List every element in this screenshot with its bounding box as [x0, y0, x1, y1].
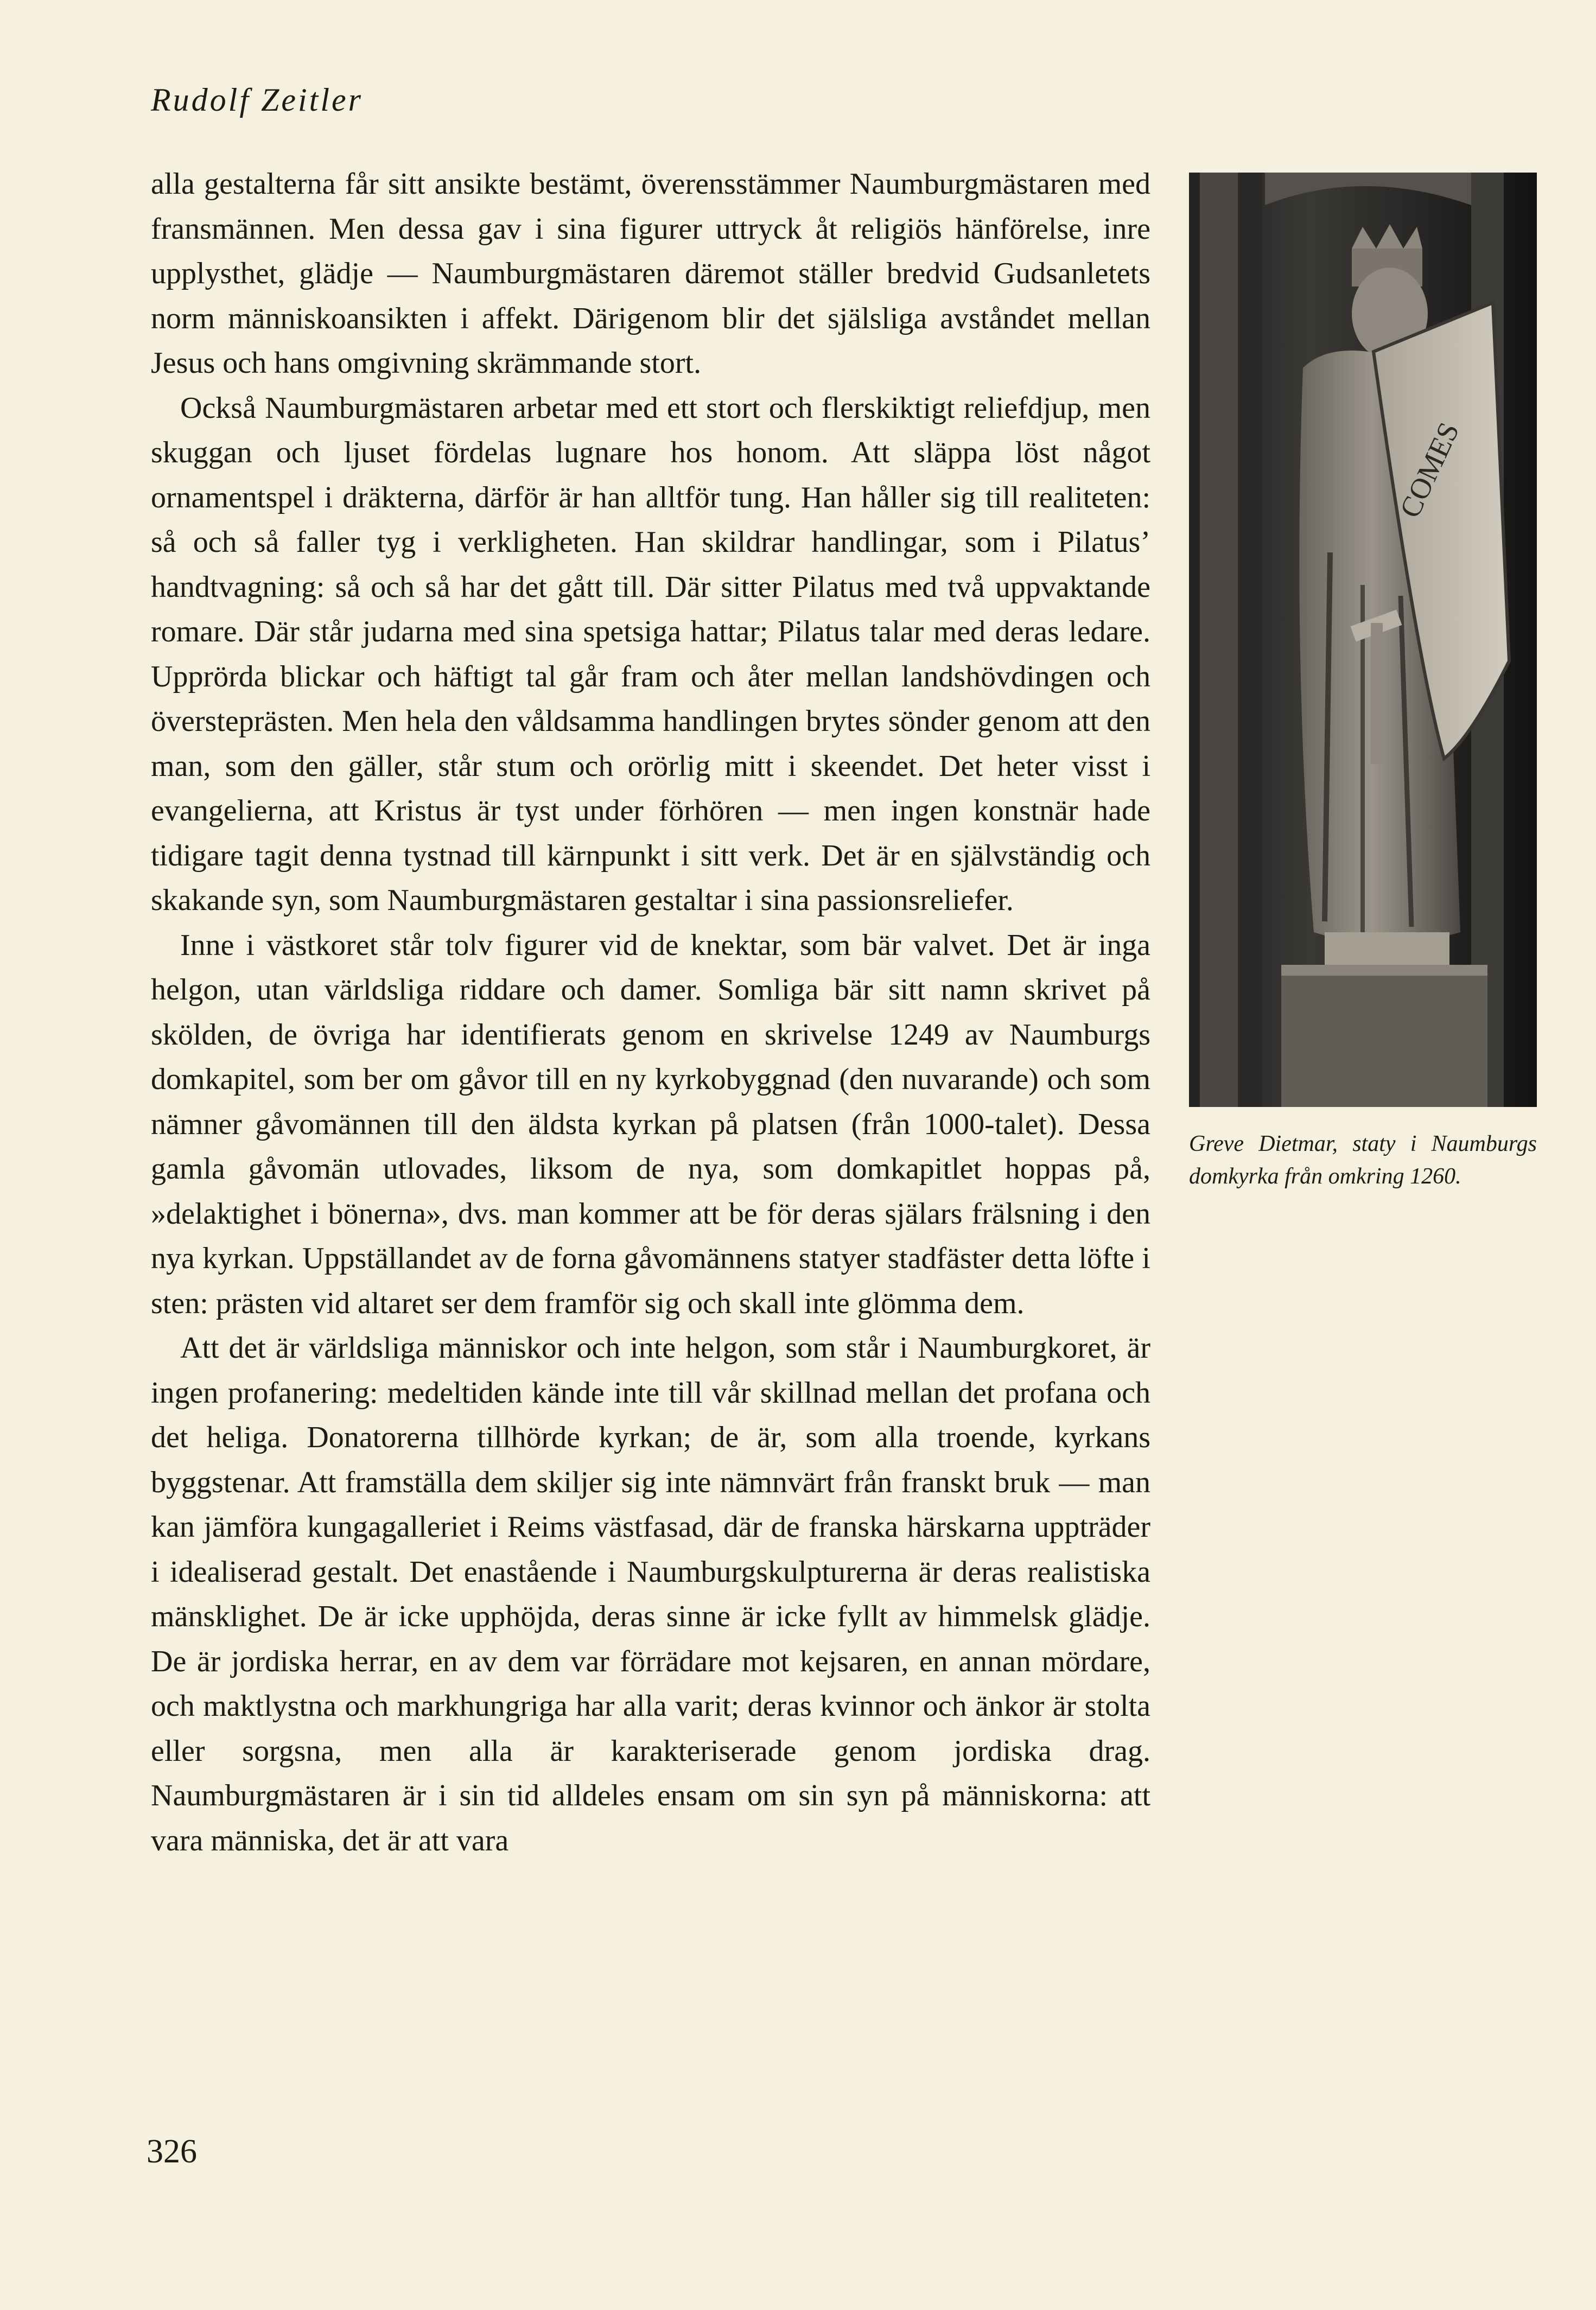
page-number: 326	[147, 2133, 197, 2170]
body-paragraph: Också Naumburgmästaren arbetar med ett stort och flerskiktigt reliefdjup, men skuggan och ljuset fördelas lugnare hos honom. Att släppa löst något ornamentspel i dräkterna, därför är han alltför tung. Han håller sig till realiteten: så och så faller tyg i verkligheten. Han skildrar handlingar, som i Pilatus’ handtvagning: så och så har det gått till. Där sitter Pilatus med två uppvaktande romare. Där står judarna med sina spetsiga hattar; Pilatus talar med deras ledare. Upprörda blickar och häftigt tal går fram och åter mellan landshövdingen och översteprästen. Men hela den våldsamma handlingen brytes sönder genom att den man, som den gäller, står stum och orörlig mitt i skeendet. Det heter visst i evangelierna, att Kristus är tyst under förhören — men ingen konstnär hade tidigare tagit denna tystnad till kärnpunkt i sitt verk. Det är en självständig och skakande syn, som Naumburgmästaren gestaltar i sina passionsreliefer.	[151, 391, 1150, 917]
body-paragraph: Att det är världsliga människor och inte helgon, som står i Naumburgkoret, är ingen profanering: medeltiden kände inte till vår skillnad mellan det profana och det heliga. Donatorerna tillhörde kyrkan; de är, som alla troende, kyrkans byggstenar. Att framställa dem skiljer sig inte nämnvärt från franskt bruk — man kan jämföra kungagalleriet i Reims västfasad, där de franska härskarna uppträder i idealiserad gestalt. Det enastående i Naumburgskulpturerna är deras realistiska mänsklighet. De är icke upphöjda, deras sinne är icke fyllt av himmelsk glädje. De är jordiska herrar, en av dem var förrädare mot kejsaren, en annan mördare, och maktlystna och markhungriga har alla varit; deras kvinnor och änkor är stolta eller sorgsna, men alla är karakteriserade genom jordiska drag. Naumburgmästaren är i sin tid alldeles ensam om sin syn på människorna: att vara människa, det är att vara	[151, 1331, 1150, 1857]
shield-inscription: COMES	[1393, 417, 1466, 523]
statue-illustration	[1189, 173, 1537, 1107]
body-paragraph: alla gestalterna får sitt ansikte bestämt, överensstämmer Naumburgmästaren med fransmännen. Men dessa gav i sina figurer uttryck åt religiös hänförelse, inre upplysthet, glädje — Naumburgmästaren däremot ställer bredvid Gudsanletets norm människoansikten i affekt. Därigenom blir det själsliga avståndet mellan Jesus och hans omgivning skrämmande stort.	[151, 167, 1150, 380]
main-text	[151, 162, 1150, 1863]
running-head: Rudolf Zeitler	[151, 82, 363, 118]
body-paragraph: Inne i västkoret står tolv figurer vid de knektar, som bär valvet. Det är inga helgon, utan världsliga riddare och damer. Somliga bär sitt namn skrivet på skölden, de övriga har identifierats genom en skrivelse 1249 av Naumburgs domkapitel, som ber om gåvor till en ny kyrkobyggnad (den nuvarande) och som nämner gåvomännen till den äldsta kyrkan på platsen (från 1000-talet). Dessa gamla gåvomän utlovades, liksom de nya, som domkapitlet hoppas på, »delaktighet i bönerna», dvs. man kommer att be för deras själars frälsning i den nya kyrkan. Uppställandet av de forna gåvomännens statyer stadfäster detta löfte i sten: prästen vid altaret ser dem framför sig och skall inte glömma dem.	[151, 928, 1150, 1320]
figure-caption: Greve Dietmar, staty i Naumburgs domkyrka från omkring 1260.	[1189, 1131, 1537, 1189]
statue-photograph	[1189, 173, 1537, 1107]
